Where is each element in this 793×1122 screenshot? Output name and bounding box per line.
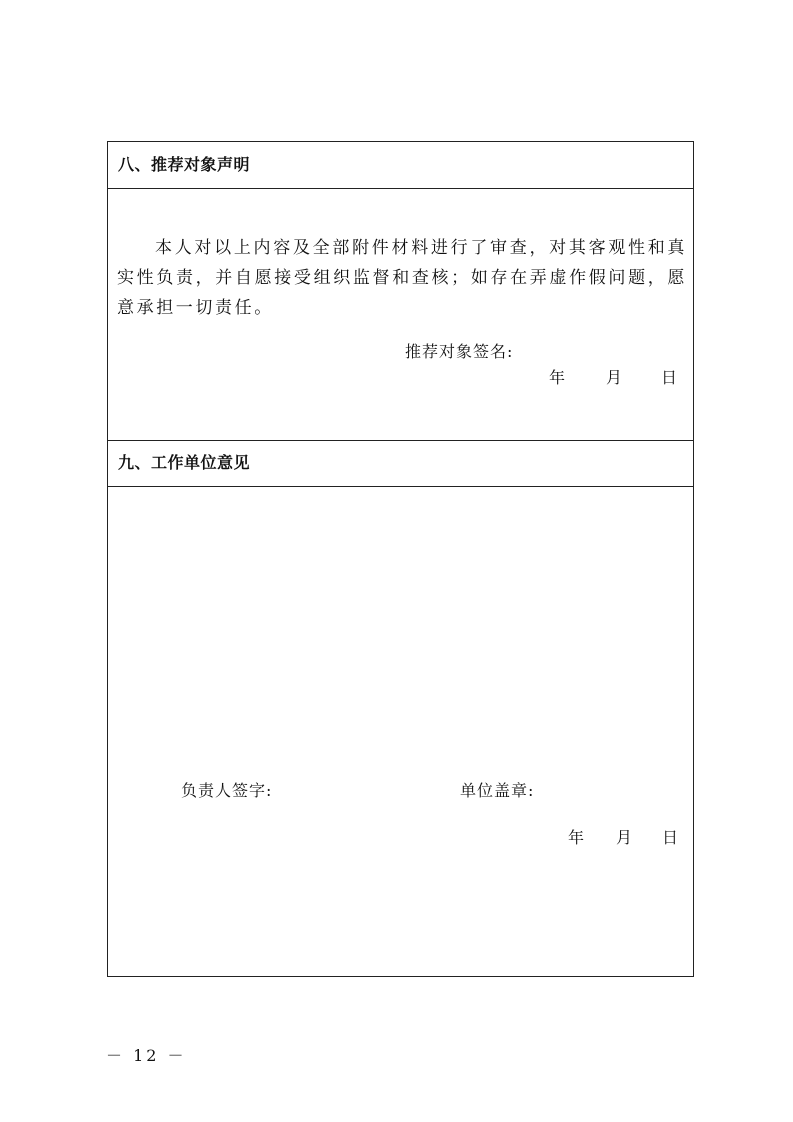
date-day: 日 bbox=[662, 828, 679, 847]
unit-seal-label: 单位盖章: bbox=[460, 781, 535, 800]
declaration-statement: 本人对以上内容及全部附件材料进行了审查，对其客观性和真实性负责，并自愿接受组织监督和查核；如存在弄虚作假问题，愿意承担一切责任。 bbox=[117, 238, 687, 318]
date-month: 月 bbox=[606, 368, 623, 387]
recommendee-signature-label: 推荐对象签名: bbox=[405, 342, 514, 361]
date-year: 年 bbox=[568, 828, 585, 847]
section-9-title: 九、工作单位意见 bbox=[108, 441, 693, 487]
date-month: 月 bbox=[616, 828, 633, 847]
section-8-date bbox=[108, 365, 693, 387]
form-table bbox=[107, 141, 694, 977]
section-9-body bbox=[108, 487, 693, 976]
section-8-title: 八、推荐对象声明 bbox=[108, 142, 693, 189]
date-day: 日 bbox=[661, 368, 678, 387]
page-number: － 12 － bbox=[106, 1046, 187, 1065]
date-year: 年 bbox=[549, 368, 566, 387]
section-8-body bbox=[108, 189, 693, 441]
leader-signature-label: 负责人签字: bbox=[181, 781, 273, 800]
section-9-date bbox=[108, 825, 693, 847]
